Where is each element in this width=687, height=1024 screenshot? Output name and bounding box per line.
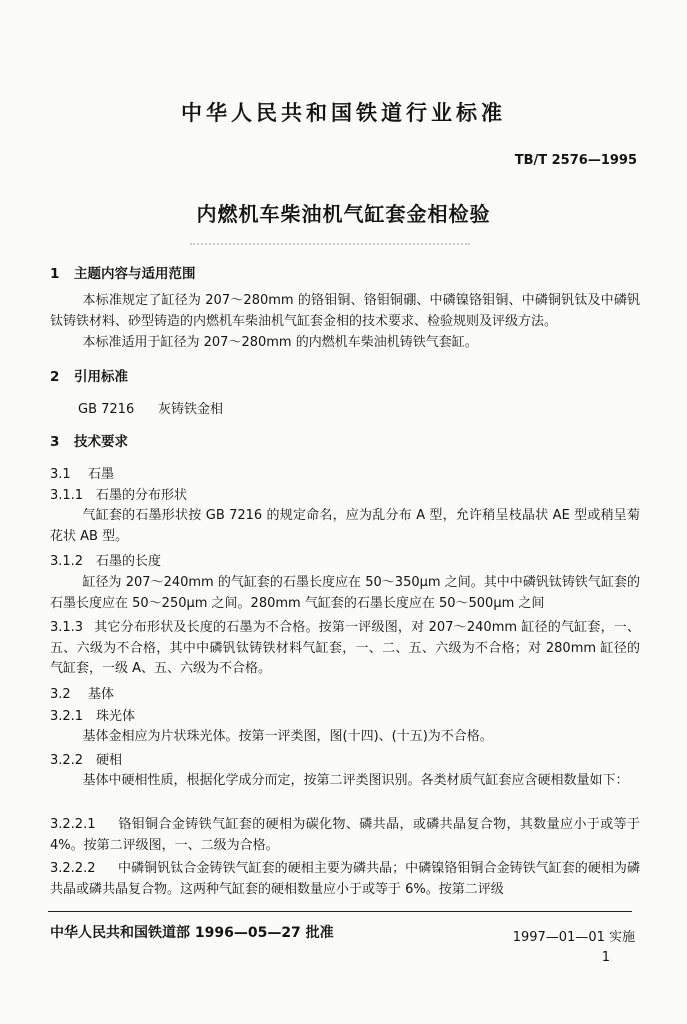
section-title: 引用标准	[74, 369, 128, 385]
reference-title: 灰铸铁金相	[158, 402, 224, 417]
section-3-1-1-text: 气缸套的石墨形状按 GB 7216 的规定命名，应为乱分布 A 型，允许稍呈枝晶状 AE 型或稍呈菊花状 AB 型。	[50, 508, 640, 544]
approval-authority: 中华人民共和国铁道部 1996—05—27 批准	[50, 925, 334, 941]
section-3-1-3-text	[50, 618, 640, 680]
section-number: 3.2.2.1	[50, 817, 96, 832]
section-number: 2	[50, 369, 60, 385]
section-title: 技术要求	[74, 434, 128, 450]
standard-number: TB/T 2576—1995	[514, 153, 637, 168]
section-body: 铬钼铜合金铸铁气缸套的硬相为碳化物、磷共晶，或磷共晶复合物，其数量应小于或等于 4%。按第二评级图，一、二级为合格。	[50, 817, 640, 853]
section-title: 珠光体	[96, 709, 136, 724]
section-1-paragraph-1: 本标准规定了缸径为 207～280mm 的铬钼铜、铬钼铜硼、中磷镍铬钼铜、中磷铜钒钛及中磷钒钛铸铁材料、砂型铸造的内燃机车柴油机气缸套金相的技术要求、检验规则及评级方法。	[50, 293, 640, 329]
section-title: 石墨	[88, 467, 115, 482]
standard-category-header: 中华人民共和国铁道行业标准	[181, 101, 506, 125]
section-number: 3.2.2.2	[50, 861, 96, 876]
section-title: 基体	[88, 687, 115, 702]
section-3-2-1-heading	[50, 705, 135, 724]
section-3-2-2-2-text	[50, 859, 640, 900]
footer-divider	[48, 911, 632, 912]
reference-standard	[78, 398, 223, 417]
section-number: 3.2	[50, 687, 71, 702]
implementation-date: 1997—01—01 实施	[512, 930, 635, 945]
section-3-1-1-heading	[50, 484, 187, 503]
section-number: 3.1	[50, 467, 71, 482]
section-number: 3.1.2	[50, 554, 84, 569]
section-number: 3.2.2	[50, 753, 84, 768]
section-1-heading	[50, 262, 196, 282]
section-1-paragraph-2: 本标准适用于缸径为 207～280mm 的内燃机车柴油机铸铁气套缸。	[82, 335, 478, 350]
section-number: 1	[50, 266, 60, 282]
section-number: 3	[50, 434, 60, 450]
section-title: 石墨的长度	[96, 554, 162, 569]
section-body: 其它分布形状及长度的石墨为不合格。按第一评级图，对 207～240mm 缸径的气缸套，一、五、六级为不合格，其中中磷钒钛铸铁材料气缸套，一、二、五、六级为不合格；对 280mm 缸径的气缸套，一级 A、五、六级为不合格。	[50, 620, 640, 676]
section-3-1-2-heading	[50, 550, 161, 569]
section-3-1-2-text: 缸径为 207～240mm 的气缸套的石墨长度应在 50～350μm 之间。其中中磷钒钛铸铁气缸套的石墨长度应在 50～250μm 之间。280mm 气缸套的石墨长度应在 50～500μm 之间	[50, 575, 640, 611]
section-body: 中磷铜钒钛合金铸铁气缸套的硬相主要为磷共晶；中磷镍铬钼铜合金铸铁气缸套的硬相为磷共晶或磷共晶复合物。这两种气缸套的硬相数量应小于或等于 6%。按第二评级	[50, 861, 640, 897]
section-3-heading	[50, 430, 128, 450]
document-title: 内燃机车柴油机气缸套金相检验	[196, 202, 491, 226]
title-divider	[190, 243, 470, 245]
section-3-1-heading	[50, 463, 114, 482]
section-number: 3.2.1	[50, 709, 84, 724]
section-number: 3.1.1	[50, 488, 84, 503]
section-title: 硬相	[96, 753, 123, 768]
section-3-2-heading	[50, 683, 114, 702]
page-number: 1	[601, 950, 610, 965]
section-title: 石墨的分布形状	[96, 488, 188, 503]
reference-code: GB 7216	[78, 402, 135, 417]
section-3-2-1-text: 基体金相应为片状珠光体。按第一评类图，图(十四)、(十五)为不合格。	[82, 729, 493, 744]
section-3-2-2-text: 基体中硬相性质，根据化学成分而定，按第二评类图识别。各类材质气缸套应含硬相数量如下：	[82, 773, 629, 788]
section-3-2-2-heading	[50, 749, 122, 768]
section-3-2-2-1-text	[50, 815, 640, 856]
section-title: 主题内容与适用范围	[74, 266, 196, 282]
section-2-heading	[50, 365, 128, 385]
section-number: 3.1.3	[50, 620, 84, 635]
